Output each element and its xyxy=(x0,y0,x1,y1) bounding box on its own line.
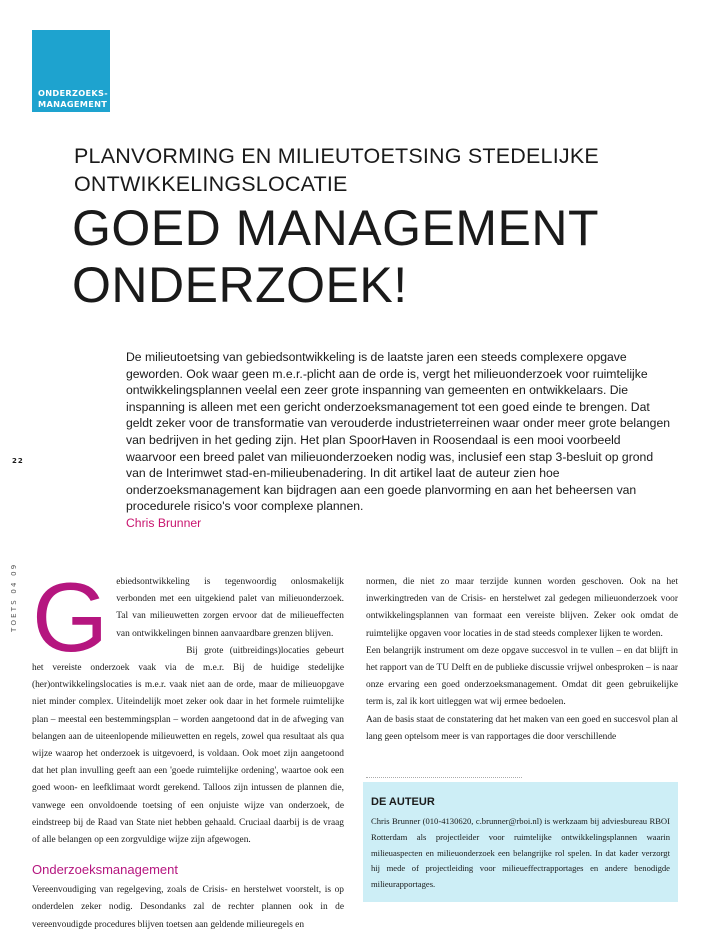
lead-text: De milieutoetsing van gebiedsontwikkeling is de laatste jaren een steeds complexere opgave geworden. Ook waar geen m.e.r.-plicht aan de orde is, vergt het milieuonderzoek voor ruimtelijke ontwikkelingsplannen veelal een zeer grote inspanning van gemeenten en ontwikkelaars. Die inspanning is alleen met een gericht onderzoeksmanagement tot een goed einde te brengen. Dat geldt zeker voor de transformatie van verouderde industrieterreinen waar onder meer grote belangen van bedrijven in het geding zijn. Het plan SpoorHaven in Roosendaal is een mooi voorbeeld waarvoor een breed palet van milieuonderzoeken nodig was, inclusief een stap 3-besluit op grond van de Interimwet stad-en-milieubenadering. In dit artikel laat de auteur zien hoe onderzoeksmanagement kan bijdragen aan een goede planvorming en aan het beheersen van procedurele risico's voor complexe plannen. xyxy=(126,350,671,514)
article-title xyxy=(72,200,692,314)
title-line-2: ONDERZOEK! xyxy=(72,257,408,313)
body-column-1 xyxy=(32,562,344,934)
lead-paragraph xyxy=(126,349,671,532)
section-tag-label xyxy=(38,88,108,109)
section-tag xyxy=(32,30,110,112)
journal-issue-label: TOETS 04 09 xyxy=(10,562,18,632)
body-paragraph: normen, die niet zo maar terzijde kunnen worden geschoven. Ook na het inwerkingtreden van de Crisis- en herstelwet zal gedegen milieuonderzoek voor ontwikkelingsplannen van formaat een vereiste blijven. Zeker ook omdat de ruimtelijke opgaven voor locaties in de stad steeds complexer lijken te worden. xyxy=(366,577,678,639)
author-box xyxy=(363,782,678,902)
body-text: ebiedsontwikkeling is tegenwoordig onlosmakelijk verbonden met een uitgekiend palet van milieuonderzoek. Tal van milieuwetten zorgen ervoor dat de milieueffecten van ontwikkelingen binnen aanvaardbare grenzen blijven. xyxy=(116,577,344,639)
section-heading: Onderzoeksmanagement xyxy=(32,862,178,878)
article-subtitle xyxy=(74,142,674,198)
body-paragraph xyxy=(32,562,344,672)
body-paragraph: Een belangrijk instrument om deze opgave succesvol in te vullen – en dat blijft in het rapport van de TU Delft en de publieke discussie vrijwel onbesproken – is naar onze ervaring een goed onderzoeksmanagement. Omdat dit geen gebruikelijke term is, zal ik kort uitleggen wat wij ermee bedoelen. xyxy=(366,645,678,708)
title-line-1: GOED MANAGEMENT xyxy=(72,200,599,256)
body-column-2 xyxy=(366,574,678,746)
lead-author: Chris Brunner xyxy=(126,515,202,530)
author-box-heading: DE AUTEUR xyxy=(371,796,435,808)
subtitle-line-2: ONTWIKKELINGSLOCATIE xyxy=(74,172,348,196)
section-tag-line1: ONDERZOEKS- xyxy=(38,88,108,98)
section-tag-line2: MANAGEMENT xyxy=(38,98,108,109)
subtitle-line-1: PLANVORMING EN MILIEUTOETSING STEDELIJKE xyxy=(74,144,599,168)
drop-cap: G xyxy=(32,562,109,672)
page-number: 22 xyxy=(12,457,24,465)
body-paragraph: Aan de basis staat de constatering dat het maken van een goed en succesvol plan al lang geen optelsom meer is van rapportages die door verschillende xyxy=(366,714,678,742)
body-paragraph: Vereenvoudiging van regelgeving, zoals de Crisis- en herstelwet voorstelt, is op onderdelen zeker nodig. Desondanks zal de rechter plannen ook in de vereenvoudigde procedures blijven toetsen aan geldende milieuregels en xyxy=(32,885,344,930)
body-paragraph: Bij grote (uitbreidings)locaties gebeurt het vereiste onderzoek vaak via de m.e.r. Bij de huidige stedelijke (her)ontwikkelingslocaties is m.e.r. vaak niet aan de orde, maar de milieuopgave niet minder complex. Uiteindelijk moet zeker ook daar in het formele ruimtelijke plan – meestal een bestemmingsplan – worden aangetoond dat in de afweging van belangen aan de uiteenlopende milieuwetten en regels, zowel qua resultaat als qua wijze waarop het onderzoek is uitgevoerd, is voldaan. Ook moet zijn aangetoond dat het plan invulling geeft aan een 'goede ruimtelijke ordening', waartoe ook een goed woon- en leefklimaat wordt gerekend. Talloos zijn intussen de plannen die, vanwege een onvoldoende toetsing of een onjuiste wijze van onderzoek, de eindstreep bij de Raad van State niet hebben gehaald. Cruciaal daarbij is de vraag of alle belangen op een zorgvuldige wijze zijn afgewogen. xyxy=(32,645,344,846)
author-box-text: Chris Brunner (010-4130620, c.brunner@rboi.nl) is werkzaam bij adviesbureau RBOI Rotterdam als projectleider voor ruimtelijke ontwikkelingsplannen waarin milieuaspecten en milieuonderzoek een belangrijke rol spelen. In dat kader verzorgt hij mede of projectleiding voor milieueffectrapportages en andere benodigde milieurapportages. xyxy=(371,816,670,890)
divider xyxy=(366,777,522,778)
